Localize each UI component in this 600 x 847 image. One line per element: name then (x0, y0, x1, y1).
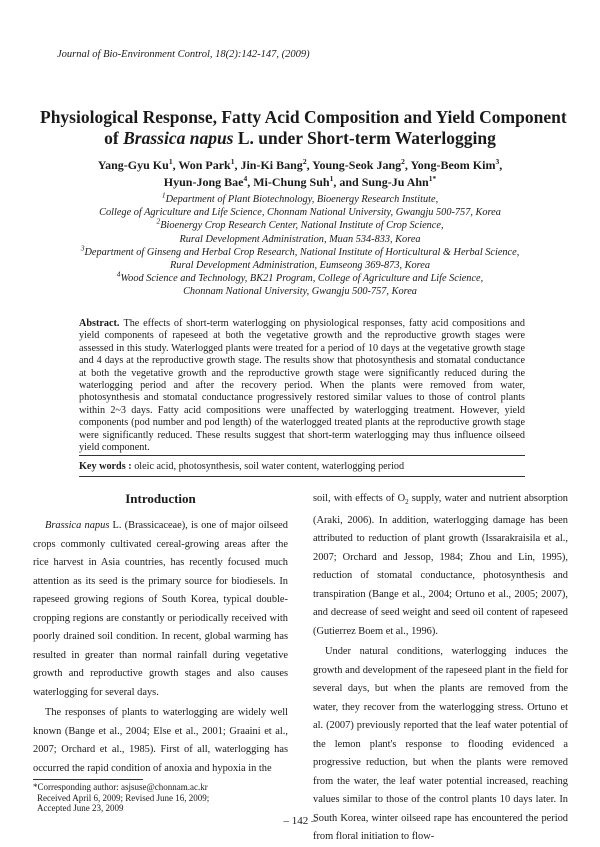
accepted-date: Accepted June 23, 2009 (37, 803, 124, 814)
affiliation-1-line-1: $^1$Department of Plant Biotechnology, Bioenergy Research Institute, (161, 190, 439, 205)
right-paragraph-1: soil, with effects of $O_2$ supply, water and nutrient absorption (Araki, 2006). In addition, waterlogging damage has been attributed to reduction of plant growth (Issarakraisila et al., 2007; Orchard and Jessop, 1984; Zhou and Lin, 1995), reduction of stomatal conductance, photosynthesis and transpiration (Bange et al., 2004; Ortuno et al., 2005; 2007), and decrease of seed weight and seed oil content of rapeseed (Gutierrez Boem et al., 1996). (313, 493, 568, 637)
affiliation-2-line-2: Rural Development Administration, Muan 534-833, Korea (179, 233, 421, 245)
author: Hyun-Jong Bae (163, 175, 244, 189)
page-number: – 142 – (283, 815, 317, 827)
keywords-label: Key words : (79, 461, 132, 472)
species-name: Brassica napus (45, 520, 110, 531)
affiliations (30, 190, 570, 299)
keywords (79, 461, 525, 472)
footnote (33, 782, 293, 814)
author: Mi-Chung Suh (253, 175, 330, 189)
author: Young-Seok Jang (312, 158, 402, 172)
journal-citation: Journal of Bio-Environment Control, 18(2):142-147, (2009) (57, 49, 310, 60)
affiliation-2-line-1: $^2$Bioenergy Crop Research Center, National Institute of Crop Science, (156, 216, 444, 232)
abstract (79, 318, 525, 454)
paper-title (40, 107, 567, 149)
author: Jin-Ki Bang (240, 158, 303, 172)
affiliation-4-line-1: $^4$Wood Science and Technology, BK21 Program, College of Agriculture and Life Science, (116, 269, 484, 285)
right-column (313, 490, 568, 847)
title-line-2: of Brassica napus L. under Short-term Waterlogging (104, 128, 496, 148)
affiliation-3-line-1: $^3$Department of Ginseng and Herbal Crop Research, National Institute of Horticultural & Herbal Science, (80, 243, 520, 258)
affiliation-1-line-2: College of Agriculture and Life Science, Chonnam National University, Gwangju 500-757, Korea (99, 207, 501, 219)
title-line-1: Physiological Response, Fatty Acid Composition and Yield Component (40, 107, 567, 127)
abstract-divider (79, 455, 525, 456)
author: Sung-Ju Ahn (361, 175, 429, 189)
keywords-text: oleic acid, photosynthesis, soil water content, waterlogging period (134, 461, 405, 472)
author-conjunction: and (339, 175, 359, 189)
author: Yang-Gyu Ku (97, 158, 169, 172)
keywords-divider (79, 476, 525, 477)
author: Won Park (178, 158, 231, 172)
affiliation-4-line-2: Chonnam National University, Gwangju 500-757, Korea (183, 286, 417, 298)
abstract-label: Abstract. (79, 318, 120, 329)
title-species: Brassica napus (123, 128, 234, 148)
intro-paragraph-2: The responses of plants to waterlogging are widely well known (Bange et al., 2004; Else et al., 2001; Graaini et al., 2007; Orchard et al., 1985). First of all, waterlogging has occurred the rapid condition of anoxia and hypoxia in the (33, 707, 288, 774)
corresponding-author: *Corresponding author: asjsuse@chonnam.ac.kr (33, 782, 208, 792)
right-paragraph-2: Under natural conditions, waterlogging induces the growth and development of the rapeseed plant in the field for several days, but when the plants are removed from the water, they recover from the waterlogging stress. Ortuno et al. (2007) previously reported that the leaf water potential of the lemon plant's response to flooding evidenced a progressive reduction, but when the plants were removed from the water, the leaf water potential increased, reaching values similar to those of the control plants 10 days later. In South Korea, winter oilseed rape has encountered the period from floral initiation to flow- (313, 646, 568, 843)
author-line-1: Yang-Gyu Ku$^1$, Won Park$^1$, Jin-Ki Bang$^2$, Young-Seok Jang$^2$, Yong-Beom Kim$^3$, (97, 157, 503, 172)
received-date: Received April 6, 2009; Revised June 16, 2009; (37, 792, 210, 803)
left-column (33, 490, 288, 778)
author-list (40, 157, 560, 191)
abstract-text: The effects of short-term waterlogging on physiological responses, fatty acid compositions and yield components of rapeseed at both the vegetative growth and the reproductive growth stages were assessed in this study. Waterlogged plants were treated for a period of 10 days at the vegetative growth stage and 4 days at the reproductive growth stage. The results show that photosynthesis and stomatal conductance at both the vegetative growth and the reproductive growth stage were significantly reduced during the waterlogging period and after the recovery period. When the plants were removed from water, photosynthesis and stomatal conductance progressively restored similar values to those of control plants within 2~3 days. Fatty acid compositions were unaffected by waterlogging treatment. However, yield components (pod number and pod length) of the waterlogged treated plants at the reproductive growth stage were significantly reduced. These results suggest that short-term waterlogging may thus influence oilseed yield component. (79, 318, 525, 454)
affiliation-3-line-2: Rural Development Administration, Eumseong 369-873, Korea (170, 260, 430, 272)
footnote-divider (33, 779, 143, 780)
author: Yong-Beom Kim (410, 158, 496, 172)
section-heading: Introduction (125, 491, 196, 506)
intro-paragraph-1: Brassica napus L. (Brassicaceae), is one of major oilseed crops commonly cultivated cereal-growing areas after the rice harvest in Asia countries, has recently focused much attention as its seed is the primary source for biodiesels. In rapeseed growing regions of South Korea, typical double-cropping regions are constantly or periodically received with poorly drained soil condition. In recent, global warming has resulted in greater than normal rainfall during vegetative growth and reproductive growth stages and also causes waterlogging for several days. (33, 520, 288, 698)
author-line-2: Hyun-Jong Bae$^4$, Mi-Chung Suh$^1$, and Sung-Ju Ahn$^{1*}$ (163, 174, 437, 189)
